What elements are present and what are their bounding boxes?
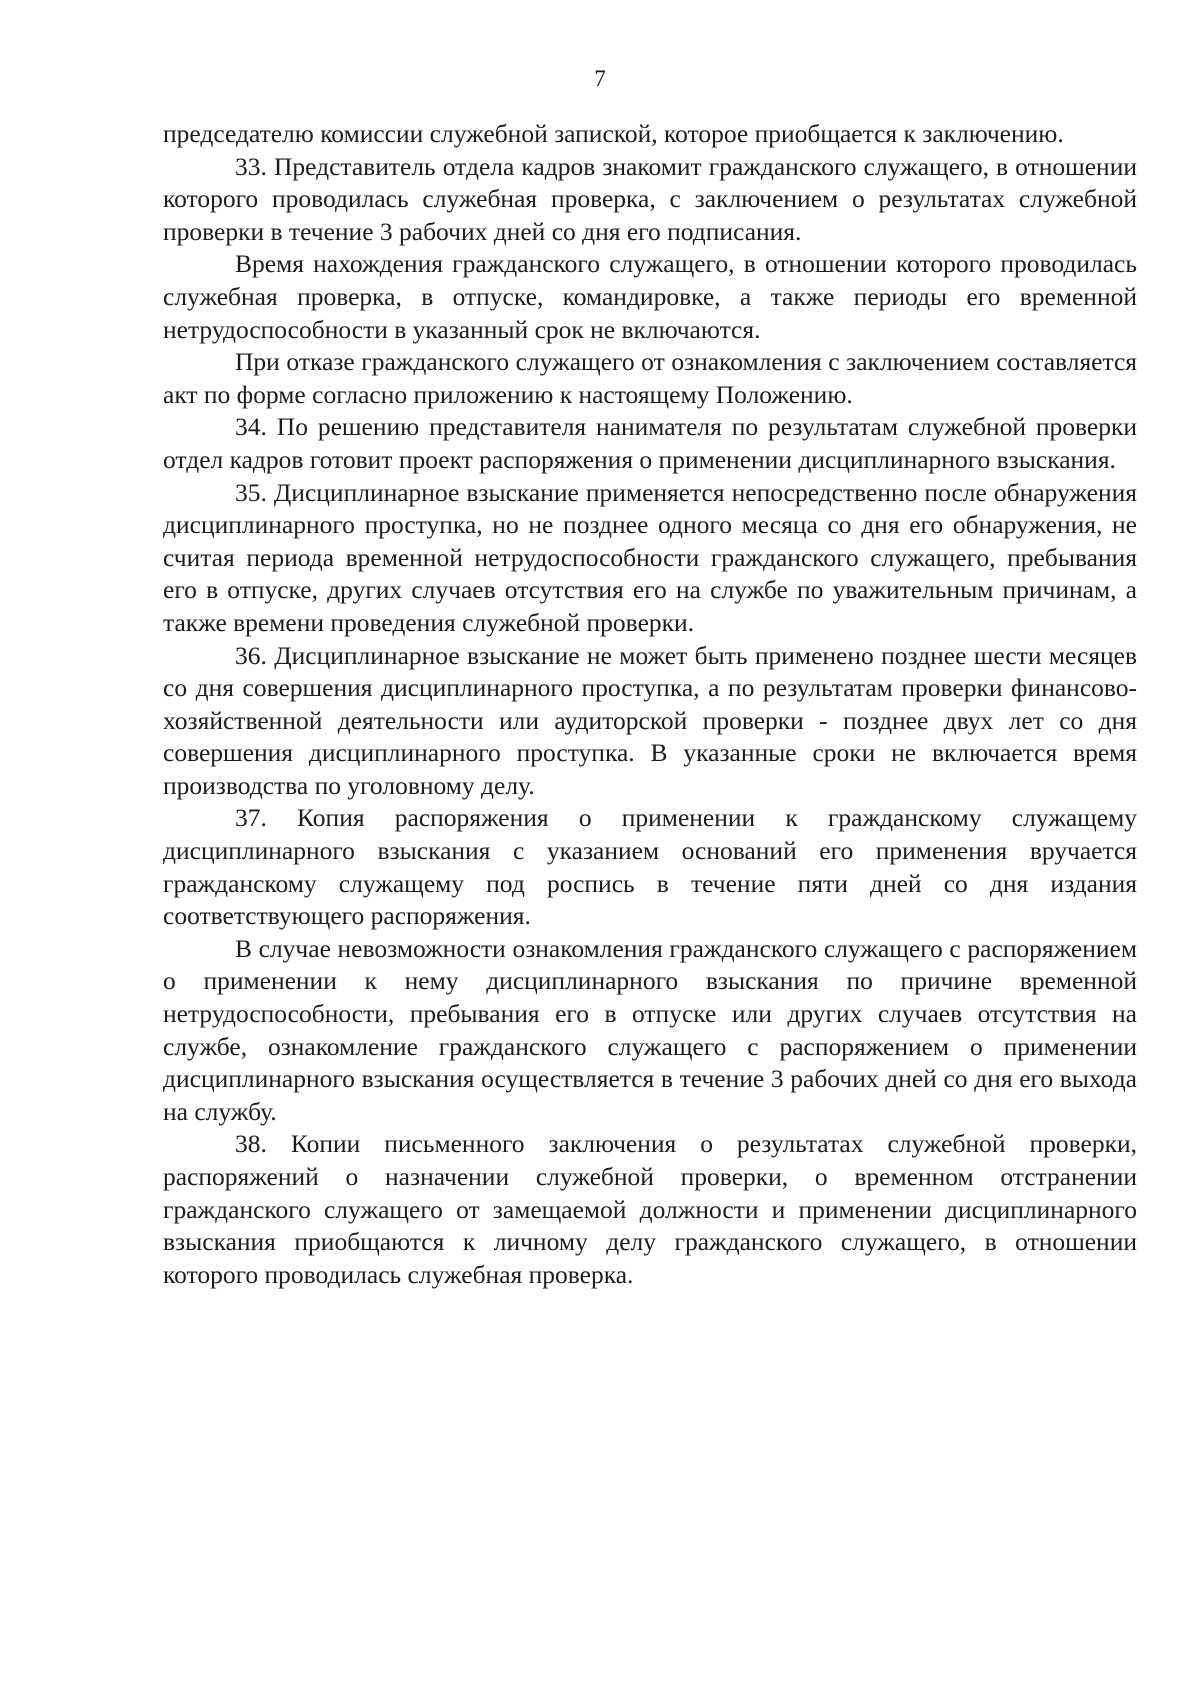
document-paragraph: При отказе гражданского служащего от ознакомления с заключением составляется акт по форме согласно приложению к настоящему Положению. <box>163 347 1137 409</box>
document-paragraph: 38. Копии письменного заключения о результатах служебной проверки, распоряжений о назначении служебной проверки, о временном отстранении гражданского служащего от замещаемой должности и применении дисциплинарного взыскания приобщаются к личному делу гражданского служащего, в отношении которого проводилась служебная проверка. <box>163 1129 1137 1289</box>
document-body <box>163 118 1137 1291</box>
document-paragraph: 37. Копия распоряжения о применении к гражданскому служащему дисциплинарного взыскания с указанием оснований его применения вручается гражданскому служащему под роспись в течение пяти дней со дня издания соответствующего распоряжения. <box>163 803 1137 931</box>
document-paragraph: 35. Дисциплинарное взыскание применяется непосредственно после обнаружения дисциплинарного проступка, но не позднее одного месяца со дня его обнаружения, не считая периода временной нетрудоспособности гражданского служащего, пребывания его в отпуске, других случаев отсутствия его на службе по уважительным причинам, а также времени проведения служебной проверки. <box>163 477 1137 637</box>
document-paragraph: 33. Представитель отдела кадров знакомит гражданского служащего, в отношении которого проводилась служебная проверка, с заключением о результатах служебной проверки в течение 3 рабочих дней со дня его подписания. <box>163 151 1137 246</box>
document-paragraph: Время нахождения гражданского служащего, в отношении которого проводилась служебная проверка, в отпуске, командировке, а также периоды его временной нетрудоспособности в указанный срок не включаются. <box>163 249 1137 344</box>
document-paragraph: В случае невозможности ознакомления гражданского служащего с распоряжением о применении к нему дисциплинарного взыскания по причине временной нетрудоспособности, пребывания его в отпуске или других случаев отсутствия на службе, ознакомление гражданского служащего с распоряжением о применении дисциплинарного взыскания осуществляется в течение 3 рабочих дней со дня его выхода на службу. <box>163 933 1137 1126</box>
document-paragraph: председателю комиссии служебной запиской, которое приобщается к заключению. <box>163 119 1064 148</box>
page-number: 7 <box>594 66 606 91</box>
document-paragraph: 34. По решению представителя нанимателя по результатам служебной проверки отдел кадров готовит проект распоряжения о применении дисциплинарного взыскания. <box>163 412 1137 474</box>
document-paragraph: 36. Дисциплинарное взыскание не может быть применено позднее шести месяцев со дня совершения дисциплинарного проступка, а по результатам проверки финансово-хозяйственной деятельности или аудиторской проверки - позднее двух лет со дня совершения дисциплинарного проступка. В указанные сроки не включается время производства по уголовному делу. <box>163 640 1137 800</box>
